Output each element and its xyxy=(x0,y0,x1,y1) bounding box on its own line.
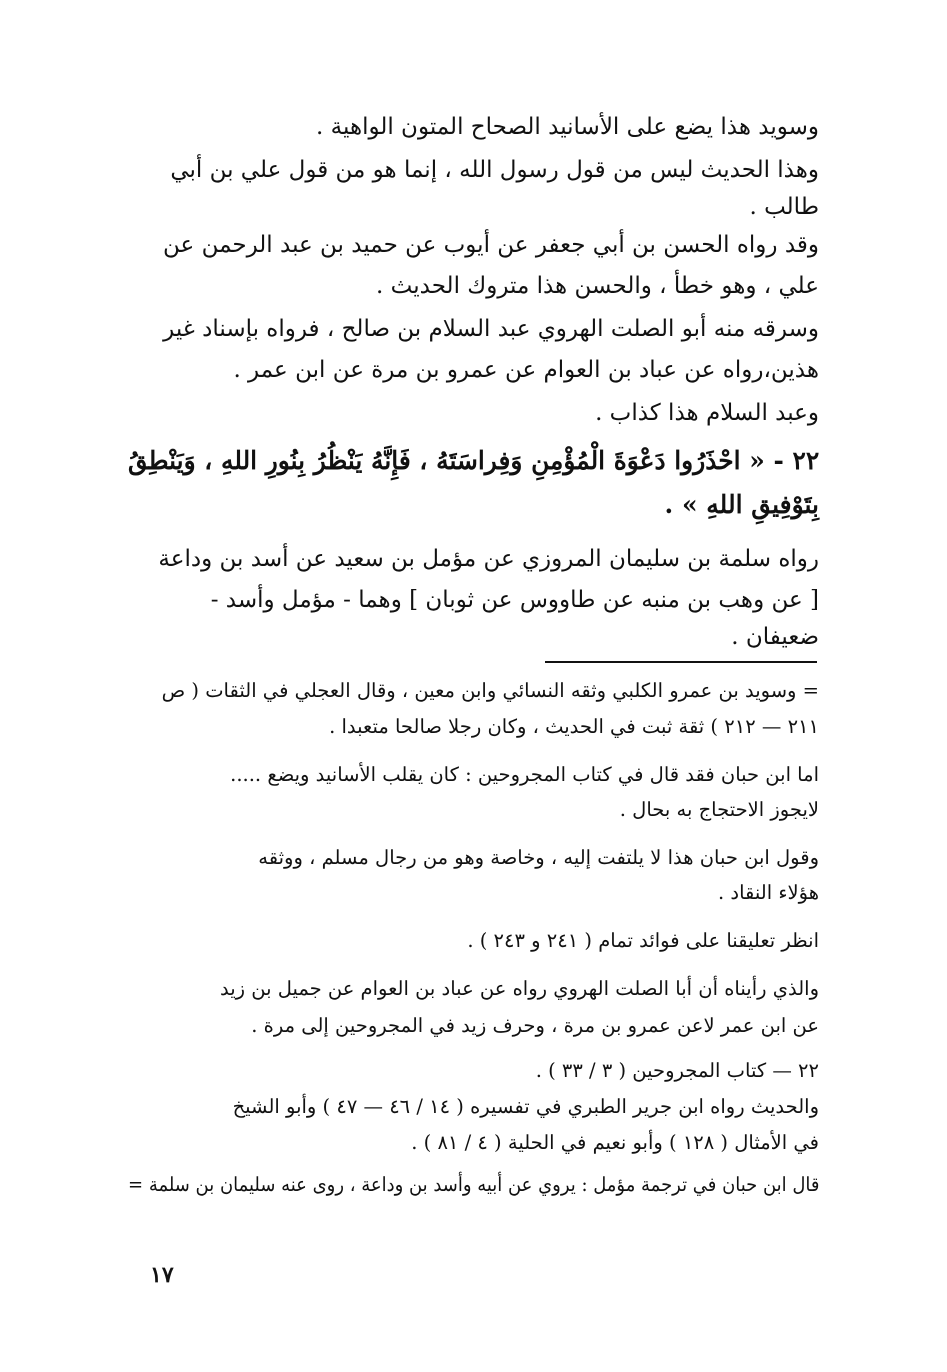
main-line: وهذا الحديث ليس من قول رسول الله ، إنما هو من قول علي بن أبي xyxy=(170,157,819,183)
footnote-line: والحديث رواه ابن جرير الطبري في تفسيره ( ١٤ / ٤٦ — ٤٧ ) وأبو الشيخ xyxy=(232,1095,819,1118)
footnote-line: وقول ابن حبان هذا لا يلتفت إليه ، وخاصة وهو من رجال مسلم ، ووثقه xyxy=(258,846,819,869)
main-line: وقد رواه الحسن بن أبي جعفر عن أيوب عن حميد بن عبد الرحمن عن xyxy=(163,232,819,258)
main-line: وعبد السلام هذا كذاب . xyxy=(595,400,819,426)
takhrij-line: ضعيفان . xyxy=(731,624,819,650)
hadith-line: بِتَوْفِيقِ اللهِ » . xyxy=(664,490,819,519)
takhrij-line: رواه سلمة بن سليمان المروزي عن مؤمل بن سعيد عن أسد بن وداعة xyxy=(158,546,819,572)
footnote-line: ٢١١ — ٢١٢ ) ثقة ثبت في الحديث ، وكان رجلا صالحا متعبدا . xyxy=(329,715,819,738)
footnote-line: في الأمثال ( ١٢٨ ) وأبو نعيم في الحلية ( ٤ / ٨١ ) . xyxy=(411,1131,819,1154)
footnote-line: اما ابن حبان فقد قال في كتاب المجروحين : كان يقلب الأسانيد ويضع ..... xyxy=(230,763,819,786)
page-number: ١٧ xyxy=(150,1262,174,1288)
footnote-line: هؤلاء النقاد . xyxy=(718,881,819,904)
main-line: هذين،رواه عن عباد بن العوام عن عمرو بن مرة عن ابن عمر . xyxy=(233,357,819,383)
footnote-line: ٢٢ — كتاب المجروحين ( ٣ / ٣٣ ) . xyxy=(535,1059,819,1082)
main-line: وسويد هذا يضع على الأسانيد الصحاح المتون الواهية . xyxy=(316,114,819,140)
footnote-line: لايجوز الاحتجاج به بحال . xyxy=(619,798,819,821)
main-line: علي ، وهو خطأ ، والحسن هذا متروك الحديث . xyxy=(376,273,819,299)
footnote-line: = وسويد بن عمرو الكلبي وثقه النسائي وابن معين ، وقال العجلي في الثقات ( ص xyxy=(161,679,819,702)
hadith-line: ٢٢ - « احْذَرُوا دَعْوَةَ الْمُؤْمِنِ وَفِراسَتَهُ ، فَإِنَّهُ يَنْظُرُ بِنُورِ اللهِ ، وَيَنْطِقُ xyxy=(127,446,819,475)
footnote-line: والذي رأيناه أن أبا الصلت الهروي رواه عن عباد بن العوام عن جميل بن زيد xyxy=(219,977,819,1000)
footnote-line: انظر تعليقنا على فوائد تمام ( ٢٤١ و ٢٤٣ ) . xyxy=(467,929,819,952)
takhrij-line: [ عن وهب بن منبه عن طاووس عن ثوبان ] وهما - مؤمل وأسد - xyxy=(210,587,819,613)
main-line: وسرقه منه أبو الصلت الهروي عبد السلام بن صالح ، فرواه بإسناد غير xyxy=(163,316,819,342)
footnote-line: قال ابن حبان في ترجمة مؤمل : يروي عن أبيه وأسد بن وداعة ، روى عنه سليمان بن سلمة = xyxy=(127,1173,819,1196)
main-line: طالب . xyxy=(749,194,819,220)
footnote-divider xyxy=(545,661,817,663)
footnote-line: عن ابن عمر لاعن عمرو بن مرة ، وحرف زيد في المجروحين إلى مرة . xyxy=(251,1014,819,1037)
